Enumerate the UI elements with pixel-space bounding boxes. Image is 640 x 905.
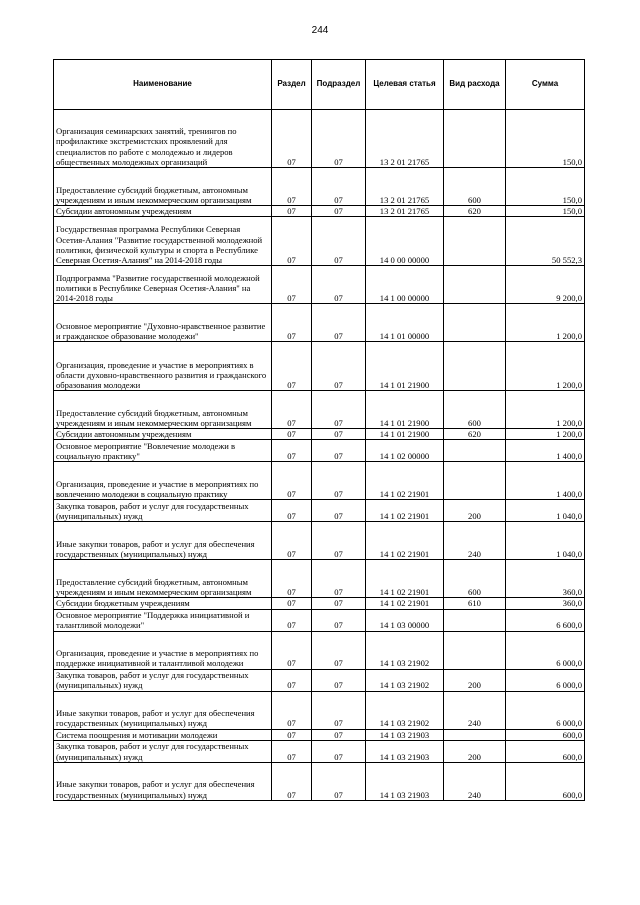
row-name: Предоставление субсидий бюджетным, автономным учреждениям и иным некоммерческим организациям: [54, 168, 272, 206]
row-razdel: 07: [272, 762, 312, 800]
row-expense-type: 200: [444, 740, 506, 762]
row-expense-type: [444, 631, 506, 669]
table-row: [54, 598, 585, 609]
row-expense-type: [444, 440, 506, 462]
row-sum: 1 400,0: [506, 462, 585, 500]
row-razdel: 07: [272, 110, 312, 168]
row-razdel: 07: [272, 522, 312, 560]
row-target-article: 14 1 03 21903: [366, 729, 444, 740]
row-razdel: 07: [272, 217, 312, 266]
row-name: Закупка товаров, работ и услуг для государственных (муниципальных) нужд: [54, 740, 272, 762]
row-target-article: 14 1 02 21901: [366, 462, 444, 500]
row-podrazdel: 07: [312, 740, 366, 762]
row-expense-type: 200: [444, 500, 506, 522]
row-name: Организация, проведение и участие в мероприятиях по вовлечению молодежи в социальную практику: [54, 462, 272, 500]
row-name: Закупка товаров, работ и услуг для государственных (муниципальных) нужд: [54, 500, 272, 522]
table-row: [54, 110, 585, 168]
table-row: [54, 429, 585, 440]
row-expense-type: 240: [444, 522, 506, 560]
row-name: Основное мероприятие "Духовно-нравственное развитие и гражданское образование молодежи": [54, 304, 272, 342]
row-podrazdel: 07: [312, 522, 366, 560]
row-expense-type: [444, 342, 506, 391]
header-target-article: Целевая статья: [366, 60, 444, 110]
row-target-article: 14 1 02 21901: [366, 522, 444, 560]
row-name: Иные закупки товаров, работ и услуг для обеспечения государственных (муниципальных) нужд: [54, 691, 272, 729]
row-target-article: 14 1 01 00000: [366, 304, 444, 342]
row-sum: 600,0: [506, 729, 585, 740]
row-target-article: 14 1 01 21900: [366, 429, 444, 440]
table-row: [54, 217, 585, 266]
row-name: Предоставление субсидий бюджетным, автономным учреждениям и иным некоммерческим организациям: [54, 560, 272, 598]
row-sum: 360,0: [506, 598, 585, 609]
table-row: [54, 168, 585, 206]
row-target-article: 14 1 03 21902: [366, 669, 444, 691]
row-razdel: 07: [272, 691, 312, 729]
row-expense-type: 620: [444, 429, 506, 440]
table-row: [54, 266, 585, 304]
row-sum: 150,0: [506, 168, 585, 206]
row-podrazdel: 07: [312, 429, 366, 440]
row-name: Основное мероприятие "Поддержка инициативной и талантливой молодежи": [54, 609, 272, 631]
row-razdel: 07: [272, 740, 312, 762]
row-podrazdel: 07: [312, 729, 366, 740]
row-target-article: 13 2 01 21765: [366, 168, 444, 206]
row-podrazdel: 07: [312, 266, 366, 304]
table-row: [54, 729, 585, 740]
row-podrazdel: 07: [312, 609, 366, 631]
row-target-article: 14 1 03 21903: [366, 762, 444, 800]
row-sum: 6 600,0: [506, 609, 585, 631]
row-target-article: 14 1 02 21901: [366, 560, 444, 598]
row-name: Субсидии автономным учреждениям: [54, 429, 272, 440]
row-sum: 50 552,3: [506, 217, 585, 266]
row-target-article: 13 2 01 21765: [366, 206, 444, 217]
row-podrazdel: 07: [312, 691, 366, 729]
table-row: [54, 342, 585, 391]
row-razdel: 07: [272, 168, 312, 206]
table-row: [54, 560, 585, 598]
table-row: [54, 669, 585, 691]
row-podrazdel: 07: [312, 631, 366, 669]
page-number: 244: [311, 25, 329, 36]
row-expense-type: 600: [444, 391, 506, 429]
row-expense-type: 600: [444, 168, 506, 206]
row-expense-type: 600: [444, 560, 506, 598]
row-target-article: 14 1 02 21901: [366, 598, 444, 609]
row-expense-type: [444, 462, 506, 500]
row-razdel: 07: [272, 598, 312, 609]
row-name: Иные закупки товаров, работ и услуг для обеспечения государственных (муниципальных) нужд: [54, 522, 272, 560]
table-header-row: [54, 60, 585, 110]
row-expense-type: [444, 304, 506, 342]
row-podrazdel: 07: [312, 342, 366, 391]
row-expense-type: [444, 729, 506, 740]
table-row: [54, 762, 585, 800]
header-expense-type: Вид расхода: [444, 60, 506, 110]
table-row: [54, 691, 585, 729]
row-podrazdel: 07: [312, 440, 366, 462]
table-row: [54, 522, 585, 560]
row-target-article: 14 1 01 21900: [366, 391, 444, 429]
row-sum: 9 200,0: [506, 266, 585, 304]
row-name: Подпрограмма "Развитие государственной молодежной политики в Республике Северная Осетия-Алания" на 2014-2018 годы: [54, 266, 272, 304]
row-podrazdel: 07: [312, 462, 366, 500]
row-razdel: 07: [272, 304, 312, 342]
row-name: Закупка товаров, работ и услуг для государственных (муниципальных) нужд: [54, 669, 272, 691]
header-podrazdel: Подраздел: [312, 60, 366, 110]
row-target-article: 13 2 01 21765: [366, 110, 444, 168]
row-expense-type: [444, 266, 506, 304]
row-sum: 600,0: [506, 762, 585, 800]
row-expense-type: 240: [444, 691, 506, 729]
row-expense-type: [444, 110, 506, 168]
row-target-article: 14 1 03 21902: [366, 631, 444, 669]
row-name: Иные закупки товаров, работ и услуг для обеспечения государственных (муниципальных) нужд: [54, 762, 272, 800]
row-sum: 6 000,0: [506, 691, 585, 729]
budget-table: [53, 59, 585, 801]
row-sum: 1 200,0: [506, 391, 585, 429]
row-name: Субсидии бюджетным учреждениям: [54, 598, 272, 609]
row-target-article: 14 1 03 00000: [366, 609, 444, 631]
row-expense-type: 200: [444, 669, 506, 691]
row-razdel: 07: [272, 440, 312, 462]
row-razdel: 07: [272, 429, 312, 440]
table-row: [54, 609, 585, 631]
row-razdel: 07: [272, 266, 312, 304]
row-razdel: 07: [272, 631, 312, 669]
table-row: [54, 631, 585, 669]
row-razdel: 07: [272, 609, 312, 631]
row-razdel: 07: [272, 391, 312, 429]
header-name: Наименование: [54, 60, 272, 110]
row-razdel: 07: [272, 500, 312, 522]
row-podrazdel: 07: [312, 669, 366, 691]
row-sum: 6 000,0: [506, 669, 585, 691]
row-razdel: 07: [272, 342, 312, 391]
row-podrazdel: 07: [312, 762, 366, 800]
row-target-article: 14 1 03 21902: [366, 691, 444, 729]
header-sum: Сумма: [506, 60, 585, 110]
row-name: Основное мероприятие "Вовлечение молодежи в социальную практику": [54, 440, 272, 462]
table-row: [54, 304, 585, 342]
row-target-article: 14 1 02 21901: [366, 500, 444, 522]
header-razdel: Раздел: [272, 60, 312, 110]
row-target-article: 14 1 00 00000: [366, 266, 444, 304]
row-sum: 1 400,0: [506, 440, 585, 462]
table-row: [54, 740, 585, 762]
row-expense-type: 240: [444, 762, 506, 800]
row-podrazdel: 07: [312, 168, 366, 206]
row-sum: 1 040,0: [506, 522, 585, 560]
row-sum: 360,0: [506, 560, 585, 598]
row-razdel: 07: [272, 669, 312, 691]
row-name: Государственная программа Республики Северная Осетия-Алания "Развитие государственной молодежной политики, физической культуры и спорта в Республике Северная Осетия-Алания" на 2014-2018 годы: [54, 217, 272, 266]
row-razdel: 07: [272, 729, 312, 740]
row-podrazdel: 07: [312, 500, 366, 522]
row-sum: 1 200,0: [506, 342, 585, 391]
row-name: Система поощрения и мотивации молодежи: [54, 729, 272, 740]
row-expense-type: [444, 609, 506, 631]
row-target-article: 14 1 03 21903: [366, 740, 444, 762]
row-sum: 150,0: [506, 206, 585, 217]
row-podrazdel: 07: [312, 391, 366, 429]
row-podrazdel: 07: [312, 598, 366, 609]
row-name: Субсидии автономным учреждениям: [54, 206, 272, 217]
table-row: [54, 462, 585, 500]
row-sum: 6 000,0: [506, 631, 585, 669]
row-name: Предоставление субсидий бюджетным, автономным учреждениям и иным некоммерческим организациям: [54, 391, 272, 429]
table-row: [54, 500, 585, 522]
row-podrazdel: 07: [312, 560, 366, 598]
row-podrazdel: 07: [312, 110, 366, 168]
row-podrazdel: 07: [312, 217, 366, 266]
row-sum: 600,0: [506, 740, 585, 762]
row-sum: 1 200,0: [506, 304, 585, 342]
row-sum: 150,0: [506, 110, 585, 168]
row-target-article: 14 1 01 21900: [366, 342, 444, 391]
row-target-article: 14 1 02 00000: [366, 440, 444, 462]
table-row: [54, 206, 585, 217]
row-sum: 1 200,0: [506, 429, 585, 440]
row-sum: 1 040,0: [506, 500, 585, 522]
row-razdel: 07: [272, 206, 312, 217]
row-razdel: 07: [272, 560, 312, 598]
row-expense-type: 620: [444, 206, 506, 217]
row-name: Организация семинарских занятий, тренингов по профилактике экстремистских проявлений для специалистов по работе с молодежью и лидеров общественных молодежных организаций: [54, 110, 272, 168]
row-podrazdel: 07: [312, 304, 366, 342]
table-row: [54, 391, 585, 429]
table-row: [54, 440, 585, 462]
row-name: Организация, проведение и участие в мероприятиях по поддержке инициативной и талантливой молодежи: [54, 631, 272, 669]
row-podrazdel: 07: [312, 206, 366, 217]
row-expense-type: [444, 217, 506, 266]
row-target-article: 14 0 00 00000: [366, 217, 444, 266]
row-name: Организация, проведение и участие в мероприятиях в области духовно-нравственного развития и гражданского образования молодежи: [54, 342, 272, 391]
row-expense-type: 610: [444, 598, 506, 609]
row-razdel: 07: [272, 462, 312, 500]
